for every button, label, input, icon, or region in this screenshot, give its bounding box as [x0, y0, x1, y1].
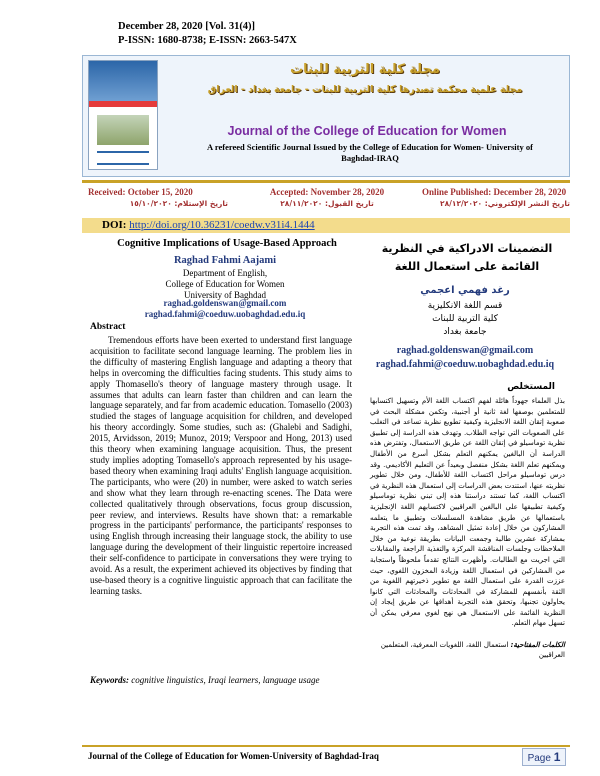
- doi-link[interactable]: http://doi.org/10.36231/coedw.v31i4.1444: [129, 219, 315, 231]
- page-number-badge: [522, 748, 566, 766]
- journal-cover-image: [88, 60, 158, 170]
- author-name-arabic: رغد فهمي اعجمي: [420, 285, 510, 296]
- issue-info: [118, 20, 378, 48]
- keywords-label-arabic: الكلمات المفتاحية:: [510, 641, 565, 649]
- abstract-text: Tremendous efforts have been exerted to understand first language acquisition to facilitate second language learning. The problem lies in the difficulty of mastering English language and adapting a theory that helps in overcoming the difficulties facing students. This study aims to apply Thomasello's theory of language mastery through usage. It assumes that adults can learn faster than children and can learn the language separately, and far from academic education. Tomasello (2003) studied the stages of language acquisition for children, and developed his theory accordingly. Some studies, such as: (Ghalebi and Sadighi, 2015, Arvidsson, 2019; Munoz, 2019; Verspoor and Hong, 2013) used this theory when examining language acquisition. Thus, the present study implies adopting Tomasello's approach represented by his usage-based theory when examining Iraqi adults' English language acquisition. The participants, who were (20) in number, were asked to watch series and show what they learn through re-enacting scenes. The Data were collected qualitatively through observations, focus group discussion, peer review, and interviews. Results have shown that: a remarkable progress in the participants' performance, the participants' responses to using English through increasing their language stock, the ability to use language during the development of their linguistic repertoire increased their self-confidence to participate in conversations they were trying to avoid. As a result, the experiment achieved its objectives by finding that use-based theory is a cognitive linguistic approach that can facilitate the learning tasks.: [90, 335, 352, 596]
- journal-subtitle-arabic: مجلة علمية محكمة تصدرها كلية التربية للبنات - جامعة بغداد - العراق: [207, 84, 523, 95]
- publication-dates: [82, 186, 570, 216]
- author-name: Raghad Fahmi Aajami: [173, 255, 277, 266]
- doi-label: DOI:: [102, 219, 127, 231]
- published-date: Online Published: December 28, 2020 تاريخ النشر الإلكتروني: ٢٨/١٢/٢٠٢٠: [422, 187, 570, 208]
- journal-title-english: Journal of the College of Education for Women: [227, 124, 507, 138]
- author-affiliation: Department of English, College of Education for Women University of Baghdad: [165, 268, 285, 300]
- paper-title: Cognitive Implications of Usage-Based Approach: [117, 238, 337, 249]
- footer-journal-name: Journal of the College of Education for Women-University of Baghdad-Iraq: [88, 751, 379, 761]
- keywords-text-arabic: استعمال اللغة، اللغويات المعرفية، المتعلمين العراقيين: [380, 641, 565, 659]
- page-label: Page: [527, 753, 551, 764]
- journal-title-arabic: مجلة كلية التربية للبنات: [290, 62, 440, 77]
- keywords-label: Keywords:: [90, 675, 129, 685]
- accepted-date: Accepted: November 28, 2020 تاريخ القبول: ٢٨/١١/٢٠٢٠: [269, 187, 385, 208]
- abstract-text-arabic: بذل العلماء جهوداً هائلة لفهم اكتساب اللغة الأم وتسهيل اكتسابها للمتعلمين بوصفها لغة ثانية أو أجنبية، وتكمن مشكلة البحث في صعوبة إتقان اللغة الانجليزية وكيفية تطويع نظرية تساعد في التغلب على الصعوبات التي تواجه الطلاب. وتهدف هذه الدراسة إلى تطبيق نظرية توماسيلو في إتقان اللغة عن طريق الاستعمال، وتفترض هذه الدراسة أن البالغين يمكنهم التعلم بشكل أسرع من الأطفال ويمكنهم تعلم اللغة بشكل منفصل وبعيداً عن التعليم الأكاديمي. وقد درس توماسيلو مراحل اكتساب اللغة للأطفال، ومن خلال تطوير نظريته عنها، استندت بعض الدراسات إلى استعمال هذه النظرية في اكتساب اللغة، كما تستند دراستنا هذه إلى تبني نظرية توماسيلو وكيفية تطبيقها على البالغين العراقيين لاكتسابهم اللغة الإنجليزية باستعمالها عن طريق مشاهدة المسلسلات وتطبيق ما يتعلمه المشاركون من خلال إعادة تمثيل المشاهد، وقد تمت هذه التجربة بمشاركة عشرين طالبة وجمعت البيانات بطريقة نوعية من خلال الملاحظات وجلسات المناقشة المركزة والتغذية الراجعة والمقابلات التي اجريت مع الطالبات. وأظهرت النتائج تقدماً ملحوظاً واستجابة من المشاركين في استعمال اللغة وزيادة المخزون اللغوي، حيث عززت القدرة على استعمال اللغة مع تطوير ذخيرتهم اللغوية من الثقة بأنفسهم للمشاركة في المحادثات والمحادثات التي كانوا يحاولون تجنبها، وتحقق هذه التجربة أهدافها عن طريق إيجاد إن النظرية القائمة على الاستعمال هي نهج لغوي معرفي يمكن أن تسهل مهام التعلم.: [370, 397, 565, 628]
- divider: [82, 180, 570, 183]
- issn-line: P-ISSN: 1680-8738; E-ISSN: 2663-547X: [118, 35, 297, 46]
- author-email-link-arabic[interactable]: raghad.fahmi@coeduw.uobaghdad.edu.iq: [375, 359, 555, 370]
- received-date: Received: October 15, 2020 تاريخ الإستلام: ١٥/١٠/٢٠٢٠: [88, 187, 228, 208]
- author-email-link-arabic[interactable]: raghad.goldenswan@gmail.com: [396, 345, 534, 356]
- keywords: [90, 675, 352, 686]
- issue-date-volume: December 28, 2020 [Vol. 31(4)]: [118, 21, 256, 32]
- abstract-heading-arabic: المستخلص: [507, 382, 555, 392]
- footer-divider: [82, 745, 570, 747]
- keywords-arabic: [370, 640, 565, 660]
- author-email-link[interactable]: raghad.goldenswan@gmail.com: [163, 298, 287, 308]
- keywords-text: cognitive linguistics, Iraqi learners, language usage: [129, 675, 320, 685]
- page-number: 1: [553, 750, 561, 764]
- abstract-heading: Abstract: [90, 322, 126, 332]
- page-footer: [82, 748, 570, 766]
- author-affiliation-arabic: قسم اللغة الانكليزية كلية التربية للبنات جامعة بغداد: [427, 301, 503, 337]
- author-email-link[interactable]: raghad.fahmi@coeduw.uobaghdad.edu.iq: [144, 309, 306, 319]
- journal-subtitle-english: A refereed Scientific Journal Issued by the College of Education for Women- University of Baghdad-IRAQ: [207, 142, 533, 163]
- paper-title-arabic: التضمينات الادراكية في النظرية القائمة على استعمال اللغة: [381, 242, 553, 273]
- doi-bar: [82, 218, 570, 233]
